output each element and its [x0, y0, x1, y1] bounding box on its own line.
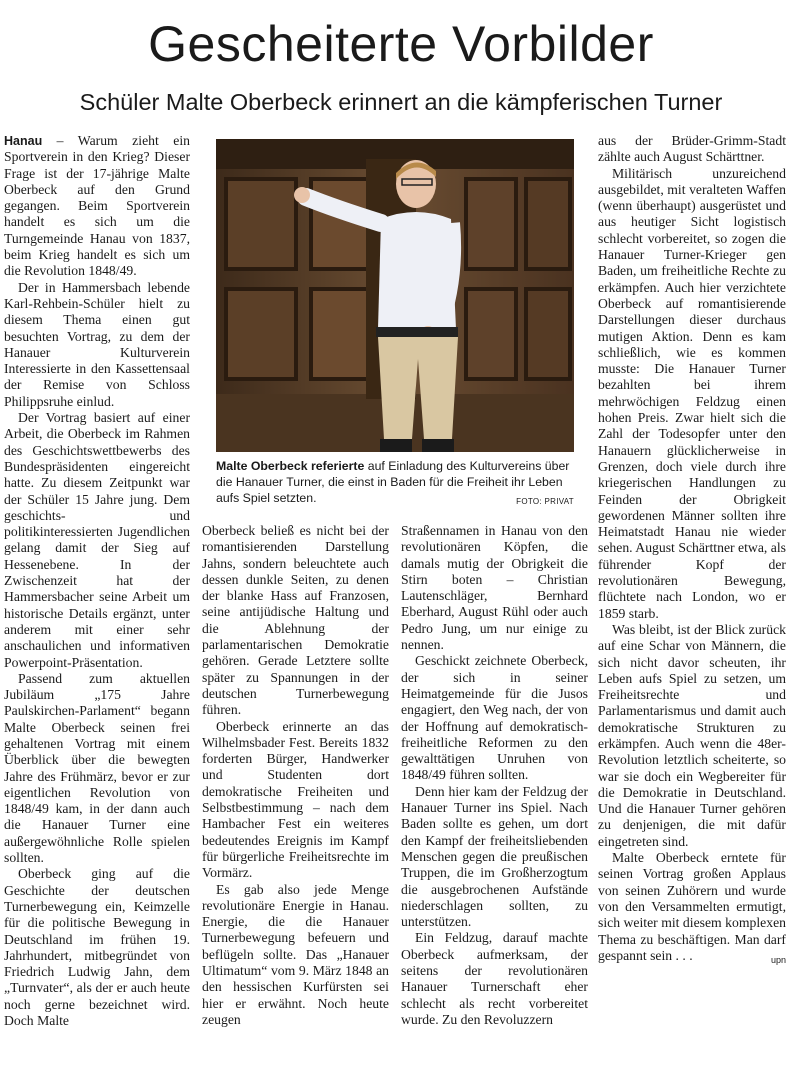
speaker-photo-illustration [216, 139, 574, 452]
subheadline: Schüler Malte Oberbeck erinnert an die kämpferischen Turner [79, 89, 723, 115]
paragraph: Ein Feldzug, darauf machte Oberbeck aufmerksam, der seitens der revolutionären Hanauer Turnerschaft eher schlecht als recht vorbereitet wurde. Zu den Revoluzzern [401, 930, 588, 1027]
paragraph-text: – Warum zieht ein Sportverein in den Krieg? Dieser Frage ist der 17-jährige Malte Oberbeck auf den Grund gegangen. Beim Sportverein handelt es sich um die Turngemeinde Hanau von 1837, beim Krieg handelt es sich um die Revolution 1848/49. [4, 133, 190, 279]
paragraph: aus der Brüder-Grimm-Stadt zählte auch August Schärttner. [598, 133, 786, 165]
author-initials: upn [770, 954, 786, 965]
speaker-photo [216, 139, 574, 452]
paragraph: Militärisch unzureichend ausgebildet, mit veralteten Waffen (wenn überhaupt) ausgerüstet und aus heutiger Sicht logistisch schlecht vorbereitet, so zogen die Hanauer Turner-Krieger gen Baden, um freiheitliche Rechte zu erkämpfen. Auch hier verzichtete Oberbeck auf romantisierende Darstellungen dieser durchaus mutigen Aktion. Denn es kam schließlich, wie es kommen musste: Die Hanauer Turner bezahlten bei ihrem mehrwöchigen Feldzug einen hohen Preis. Zwar hielt sich die Zahl der Todesopfer unter den Hanauern glücklicherweise in Grenzen, doch viele durch ihre kriegerischen Handlungen zu Feinden der Obrigkeit gewordenen Männer sollten ihre Heimatstadt Hanau nie wieder sehen. August Schärttner etwa, als führender Kopf der revolutionären Bewegung, flüchtete nach London, wo er 1859 starb. [598, 165, 786, 621]
paragraph: Geschickt zeichnete Oberbeck, der sich in seiner Heimatgemeinde für die Jusos engagiert, den Weg nach, der von der Hoffnung auf demokratisch-freiheitliche Reformen zu den gewalttätigen Unruhen von 1848/49 führen sollten. [401, 653, 588, 783]
paragraph: Straßennamen in Hanau von den revolutionären Köpfen, die damals mutig der Obrigkeit die Stirn boten – Christian Lautenschläger, Bernhard Eberhard, August Rühl oder auch Pedro Jung, um nur einige zu nennen. [401, 523, 588, 653]
photo-caption [216, 458, 574, 510]
paragraph: Der in Hammersbach lebende Karl-Rehbein-Schüler hielt zu diesem Thema einen gut besuchten Vortrag, zu dem der Hanauer Kulturverein Interessierte in den Kassettensaal der Remise von Schloss Philippsruhe einlud. [4, 279, 190, 409]
article-column-3 [401, 523, 588, 1061]
paragraph [4, 133, 190, 280]
dateline: Hanau [4, 134, 43, 148]
headline: Gescheiterte Vorbilder [148, 16, 654, 72]
paragraph: Der Vortrag basiert auf einer Arbeit, die Oberbeck im Rahmen des Geschichtswettbewerbs des Bundespräsidenten eingereicht hatte. Zu diesem Zeitpunkt war der Schüler 15 Jahre jung. Dem geschichts- und politikinteressierten Jugendlichen gelang damit der Sieg auf Hessenebene. In der Zwischenzeit hat der Hammersbacher seine Arbeit um historische Details ergänzt, unter anderem mit einer sehr anschaulichen und informativen Powerpoint-Präsentation. [4, 410, 190, 670]
paragraph-text: Malte Oberbeck erntete für seinen Vortrag großen Applaus von seinen Zuhörern und wurde von den Versammelten ermutigt, sich weiter mit diesem komplexen Thema zu beschäftigen. Man darf gespannt sein . . . [598, 850, 786, 963]
article-column-4 [598, 133, 786, 1061]
paragraph: Denn hier kam der Feldzug der Hanauer Turner ins Spiel. Nach Baden sollte es gehen, um dort den Kampf der freiheitsliebenden Menschen gegen die preußischen Truppen, die im Großherzogtum die ausgebrochenen Aufstände niederschlagen sollten, zu unterstützen. [401, 783, 588, 930]
paragraph: Oberbeck ging auf die Geschichte der deutschen Turnerbewegung ein, Keimzelle für die politische Bewegung in Deutschland im frühen 19. Jahrhundert, mitbegründet von Friedrich Ludwig Jahn, dem „Turnvater“, als der er auch heute noch gerne bezeichnet wird. Doch Malte [4, 866, 190, 1029]
photo-credit: FOTO: PRIVAT [516, 497, 574, 506]
paragraph: Oberbeck erinnerte an das Wilhelmsbader Fest. Bereits 1832 forderten Bürger, Handwerker und Studenten dort demokratische Freiheiten und Selbstbestimmung – nach dem Hambacher Fest ein weiteres bedeutendes Ereignis im Kampf für bürgerliche Freiheitsrechte im Vormärz. [202, 718, 389, 881]
paragraph: Was bleibt, ist der Blick zurück auf eine Schar von Männern, die sich nicht davor scheuten, ihr Leben aufs Spiel zu setzen, um Freiheitsrechte und Parlamentarismus und damit auch demokratische Strukturen zu erkämpfen. Auch wenn die 48er-Revolution letztlich scheiterte, so war sie doch ein Wegbereiter für die Demokratie in Deutschland. Und die Hanauer Turner gehören zu denjenigen, die mit dafür eingetreten sind. [598, 621, 786, 849]
paragraph: Oberbeck beließ es nicht bei der romantisierenden Darstellung Jahns, sondern beleuchtete auch dessen dunkle Seiten, zu denen der blanke Hass auf Franzosen, seine antijüdische Haltung und die Ablehnung der parlamentarischen Demokratie gehören. Gerade Letztere sollte später zu Spannungen in der deutschen Turnerbewegung führen. [202, 523, 389, 718]
paragraph: Passend zum aktuellen Jubiläum „175 Jahre Paulskirchen-Parlament“ begann Malte Oberbeck seinen frei gehaltenen Vortrag mit einem Überblick über die bewegten Jahre des Frühmärz, bevor er zur eigentlichen Revolution von 1848/49 kam, in der dann auch die Hanauer Turner eine außergewöhnliche Rolle spielen sollten. [4, 670, 190, 866]
article-column-2 [202, 523, 389, 1061]
article-column-1 [4, 133, 190, 1061]
paragraph [598, 850, 786, 964]
caption-lead: Malte Oberbeck referierte [216, 459, 365, 473]
caption-text: auf Einladung des Kulturvereins über die Hanauer Turner, die einst in Baden für die Freiheit ihr Leben aufs Spiel setzten. [216, 459, 570, 505]
paragraph: Es gab also jede Menge revolutionäre Energie in Hanau. Energie, die die Hanauer Turnerbewegung befeuern und beflügeln sollte. Das „Hanauer Ultimatum“ vom 9. März 1848 an den hessischen Kurfürsten sei hier er erwähnt. Noch heute zeugen [202, 881, 389, 1027]
